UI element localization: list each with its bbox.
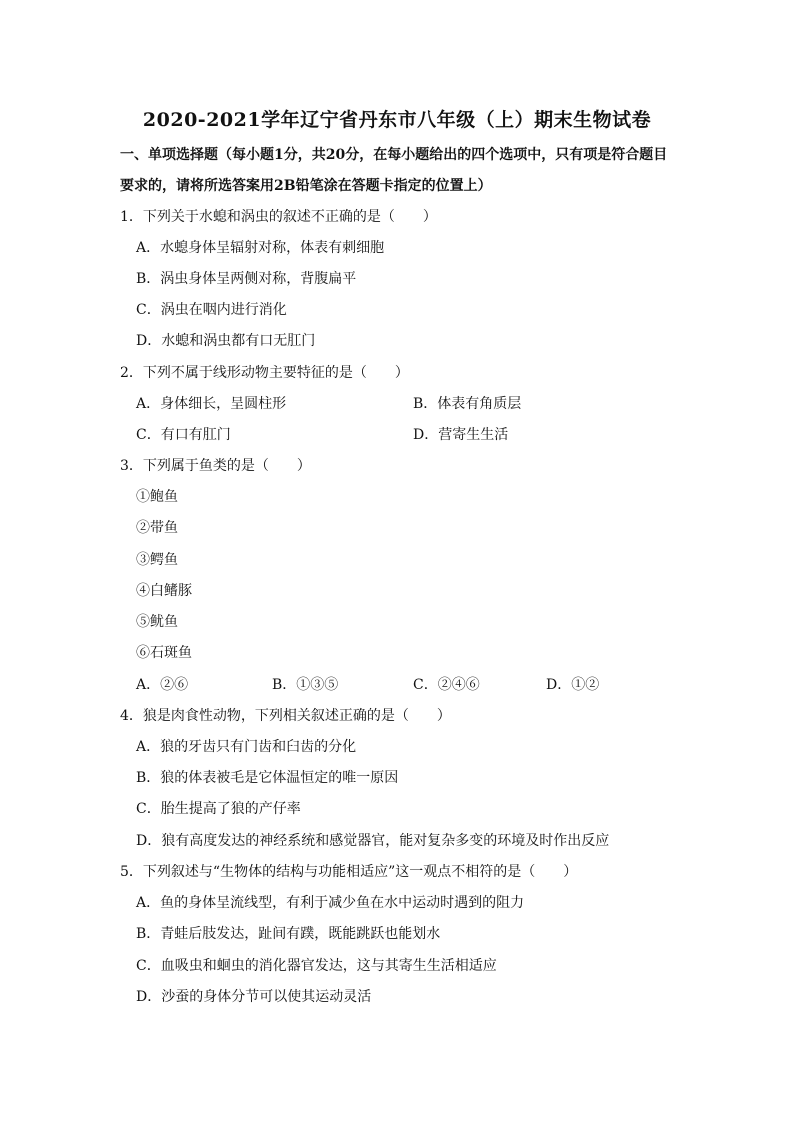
question-5-option-d: D．沙蚕的身体分节可以使其运动灵活 — [136, 989, 372, 1005]
question-5-option-c: C．血吸虫和蛔虫的消化器官发达，这与其寄生生活相适应 — [136, 958, 497, 974]
question-3-option-a: A．②⑥ — [136, 677, 189, 693]
section-heading: 一、单项选择题（每小题1分，共20分，在每小题给出的四个选项中，只有项是符合题目要求的，请将所选答案用2B铅笔涂在答题卡指定的位置上） — [120, 147, 668, 194]
question-3-item: ③鳄鱼 — [136, 552, 178, 568]
question-3-option-b: B．①③⑤ — [272, 677, 339, 693]
question-3-option-d: D．①② — [546, 677, 600, 693]
question-4-option-d: D．狼有高度发达的神经系统和感觉器官，能对复杂多变的环境及时作出反应 — [136, 833, 610, 849]
question-4-stem: 4．狼是肉食性动物，下列相关叙述正确的是（ ） — [120, 708, 451, 724]
question-4-option-b: B．狼的体表被毛是它体温恒定的唯一原因 — [136, 770, 399, 786]
question-2-option-d: D．营寄生生活 — [413, 427, 509, 443]
question-4-option-a: A．狼的牙齿只有门齿和臼齿的分化 — [136, 739, 357, 755]
question-1-option-a: A．水螅身体呈辐射对称，体表有刺细胞 — [136, 240, 385, 256]
question-1-option-b: B．涡虫身体呈两侧对称，背腹扁平 — [136, 271, 357, 287]
question-2-stem: 2．下列不属于线形动物主要特征的是（ ） — [120, 365, 409, 381]
question-3-stem: 3．下列属于鱼类的是（ ） — [120, 458, 311, 474]
question-5-option-b: B．青蛙后肢发达，趾间有蹼，既能跳跃也能划水 — [136, 926, 441, 942]
question-5-stem: 5．下列叙述与“生物体的结构与功能相适应”这一观点不相符的是（ ） — [120, 864, 578, 880]
question-2-option-b: B．体表有角质层 — [413, 396, 522, 412]
exam-title: 2020-2021学年辽宁省丹东市八年级（上）期末生物试卷 — [142, 109, 652, 131]
question-2-option-a: A．身体细长，呈圆柱形 — [136, 396, 287, 412]
question-3-item: ④白鳍豚 — [136, 583, 192, 599]
question-3-item: ⑥石斑鱼 — [136, 645, 192, 661]
question-3-item: ①鲍鱼 — [136, 489, 178, 505]
question-1-option-c: C．涡虫在咽内进行消化 — [136, 302, 287, 318]
question-3-item: ②带鱼 — [136, 520, 178, 536]
question-5-option-a: A．鱼的身体呈流线型，有利于减少鱼在水中运动时遇到的阻力 — [136, 895, 525, 911]
question-1-stem: 1．下列关于水螅和涡虫的叙述不正确的是（ ） — [120, 209, 437, 225]
question-3-item: ⑤鱿鱼 — [136, 614, 178, 630]
question-4-option-c: C．胎生提高了狼的产仔率 — [136, 801, 301, 817]
question-3-option-c: C．②④⑥ — [413, 677, 480, 693]
question-1-option-d: D．水螅和涡虫都有口无肛门 — [136, 333, 316, 349]
question-2-option-c: C．有口有肛门 — [136, 427, 231, 443]
